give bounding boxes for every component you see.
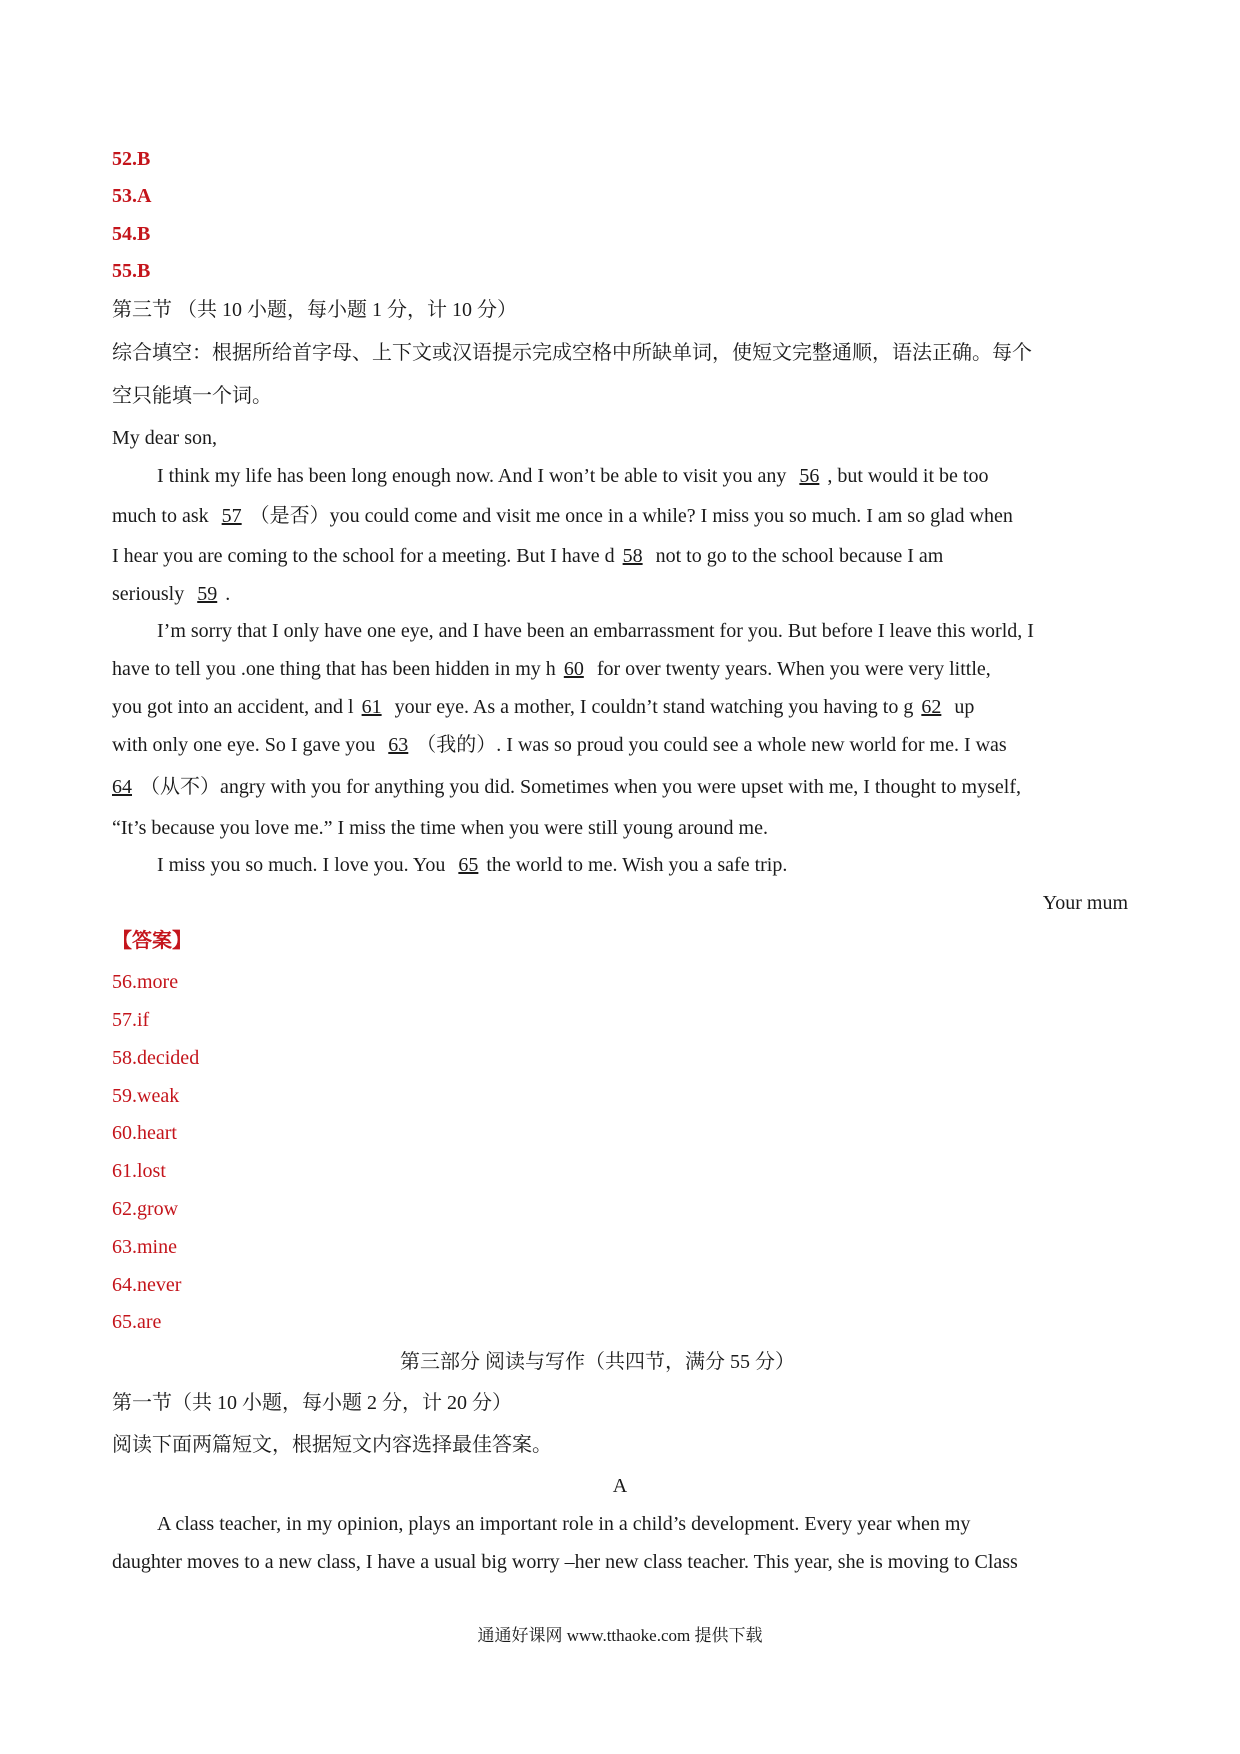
letter-greeting: My dear son,: [112, 427, 217, 449]
letter-line-2: [112, 502, 1013, 530]
blank-58: 58: [622, 545, 643, 567]
text: up: [954, 696, 975, 718]
text: I think my life has been long enough now. And I won’t be able to visit you any: [157, 465, 787, 487]
letter-signoff: Your mum: [1042, 892, 1128, 914]
answer-59: 59.weak: [112, 1085, 180, 1107]
answer-63: 63.mine: [112, 1236, 177, 1258]
answer-53: 53.A: [112, 185, 152, 207]
text: seriously: [112, 583, 185, 605]
blank-59: 59: [197, 583, 218, 605]
letter-line-6: [112, 655, 991, 683]
text: I miss you so much. I love you. You: [157, 854, 446, 876]
blank-56: 56: [799, 465, 820, 487]
passage-label: A: [612, 1475, 628, 1497]
answer-58: 58.decided: [112, 1047, 200, 1069]
letter-line-8: [112, 731, 1007, 759]
answer-60: 60.heart: [112, 1122, 177, 1144]
section3-instruction-2: 空只能填一个词。: [112, 385, 272, 407]
letter-line-9: [112, 773, 1021, 801]
answer-61: 61.lost: [112, 1160, 166, 1182]
passage-paragraph-line-2: daughter moves to a new class, I have a usual big worry –her new class teacher. This year, she is moving to Class: [112, 1551, 1018, 1573]
text: much to ask: [112, 505, 209, 527]
text: （我的）. I was so proud you could see a whole new world for me. I was: [416, 734, 1007, 756]
answer-56: 56.more: [112, 971, 179, 993]
text: not to go to the school because I am: [655, 545, 944, 567]
letter-line-10: “It’s because you love me.” I miss the time when you were still young around me.: [112, 817, 768, 839]
blank-57: 57: [221, 505, 242, 527]
part3-section1-heading: 第一节（共 10 小题，每小题 2 分，计 20 分）: [112, 1392, 512, 1414]
letter-line-4: [112, 580, 230, 608]
blank-64: 64: [112, 776, 132, 798]
answer-52: 52.B: [112, 148, 151, 170]
letter-line-1: [157, 462, 988, 490]
page-footer: 通通好课网 www.tthaoke.com 提供下载: [477, 1626, 763, 1645]
blank-65: 65: [458, 854, 479, 876]
letter-line-3: [112, 542, 943, 570]
passage-paragraph-line-1: A class teacher, in my opinion, plays an important role in a child’s development. Every year when my: [157, 1513, 971, 1535]
blank-63: 63: [388, 734, 409, 756]
text: （从不）angry with you for anything you did. Sometimes when you were upset with me, I thought to myself,: [140, 776, 1021, 798]
text: , but would it be too: [827, 465, 989, 487]
text: I hear you are coming to the school for a meeting. But I have d: [112, 545, 615, 567]
part3-section1-instruction: 阅读下面两篇短文，根据短文内容选择最佳答案。: [112, 1434, 552, 1456]
part3-title: 第三部分 阅读与写作（共四节，满分 55 分）: [400, 1351, 795, 1373]
answer-54: 54.B: [112, 223, 151, 245]
blank-61: 61: [361, 696, 382, 718]
text: .: [225, 583, 231, 605]
answer-57: 57.if: [112, 1009, 150, 1031]
text: the world to me. Wish you a safe trip.: [486, 854, 788, 876]
section3-instruction-1: 综合填空：根据所给首字母、上下文或汉语提示完成空格中所缺单词，使短文完整通顺，语法正确。每个: [112, 342, 1032, 364]
letter-line-11: [157, 851, 787, 879]
answer-55: 55.B: [112, 260, 151, 282]
text: for over twenty years. When you were very little,: [596, 658, 991, 680]
answer-64: 64.never: [112, 1274, 182, 1296]
answer-label: 【答案】: [112, 930, 192, 952]
text: your eye. As a mother, I couldn’t stand watching you having to g: [394, 696, 914, 718]
answer-62: 62.grow: [112, 1198, 179, 1220]
text: （是否）you could come and visit me once in a while? I miss you so much. I am so glad when: [249, 505, 1013, 527]
blank-62: 62: [921, 696, 942, 718]
blank-60: 60: [563, 658, 584, 680]
letter-line-5: I’m sorry that I only have one eye, and I have been an embarrassment for you. But before I leave this world, I: [157, 620, 1034, 642]
section3-heading: 第三节 （共 10 小题，每小题 1 分，计 10 分）: [112, 299, 517, 321]
letter-line-7: [112, 693, 974, 721]
text: with only one eye. So I gave you: [112, 734, 376, 756]
text: have to tell you .one thing that has been hidden in my h: [112, 658, 556, 680]
answer-65: 65.are: [112, 1311, 162, 1333]
text: you got into an accident, and l: [112, 696, 354, 718]
